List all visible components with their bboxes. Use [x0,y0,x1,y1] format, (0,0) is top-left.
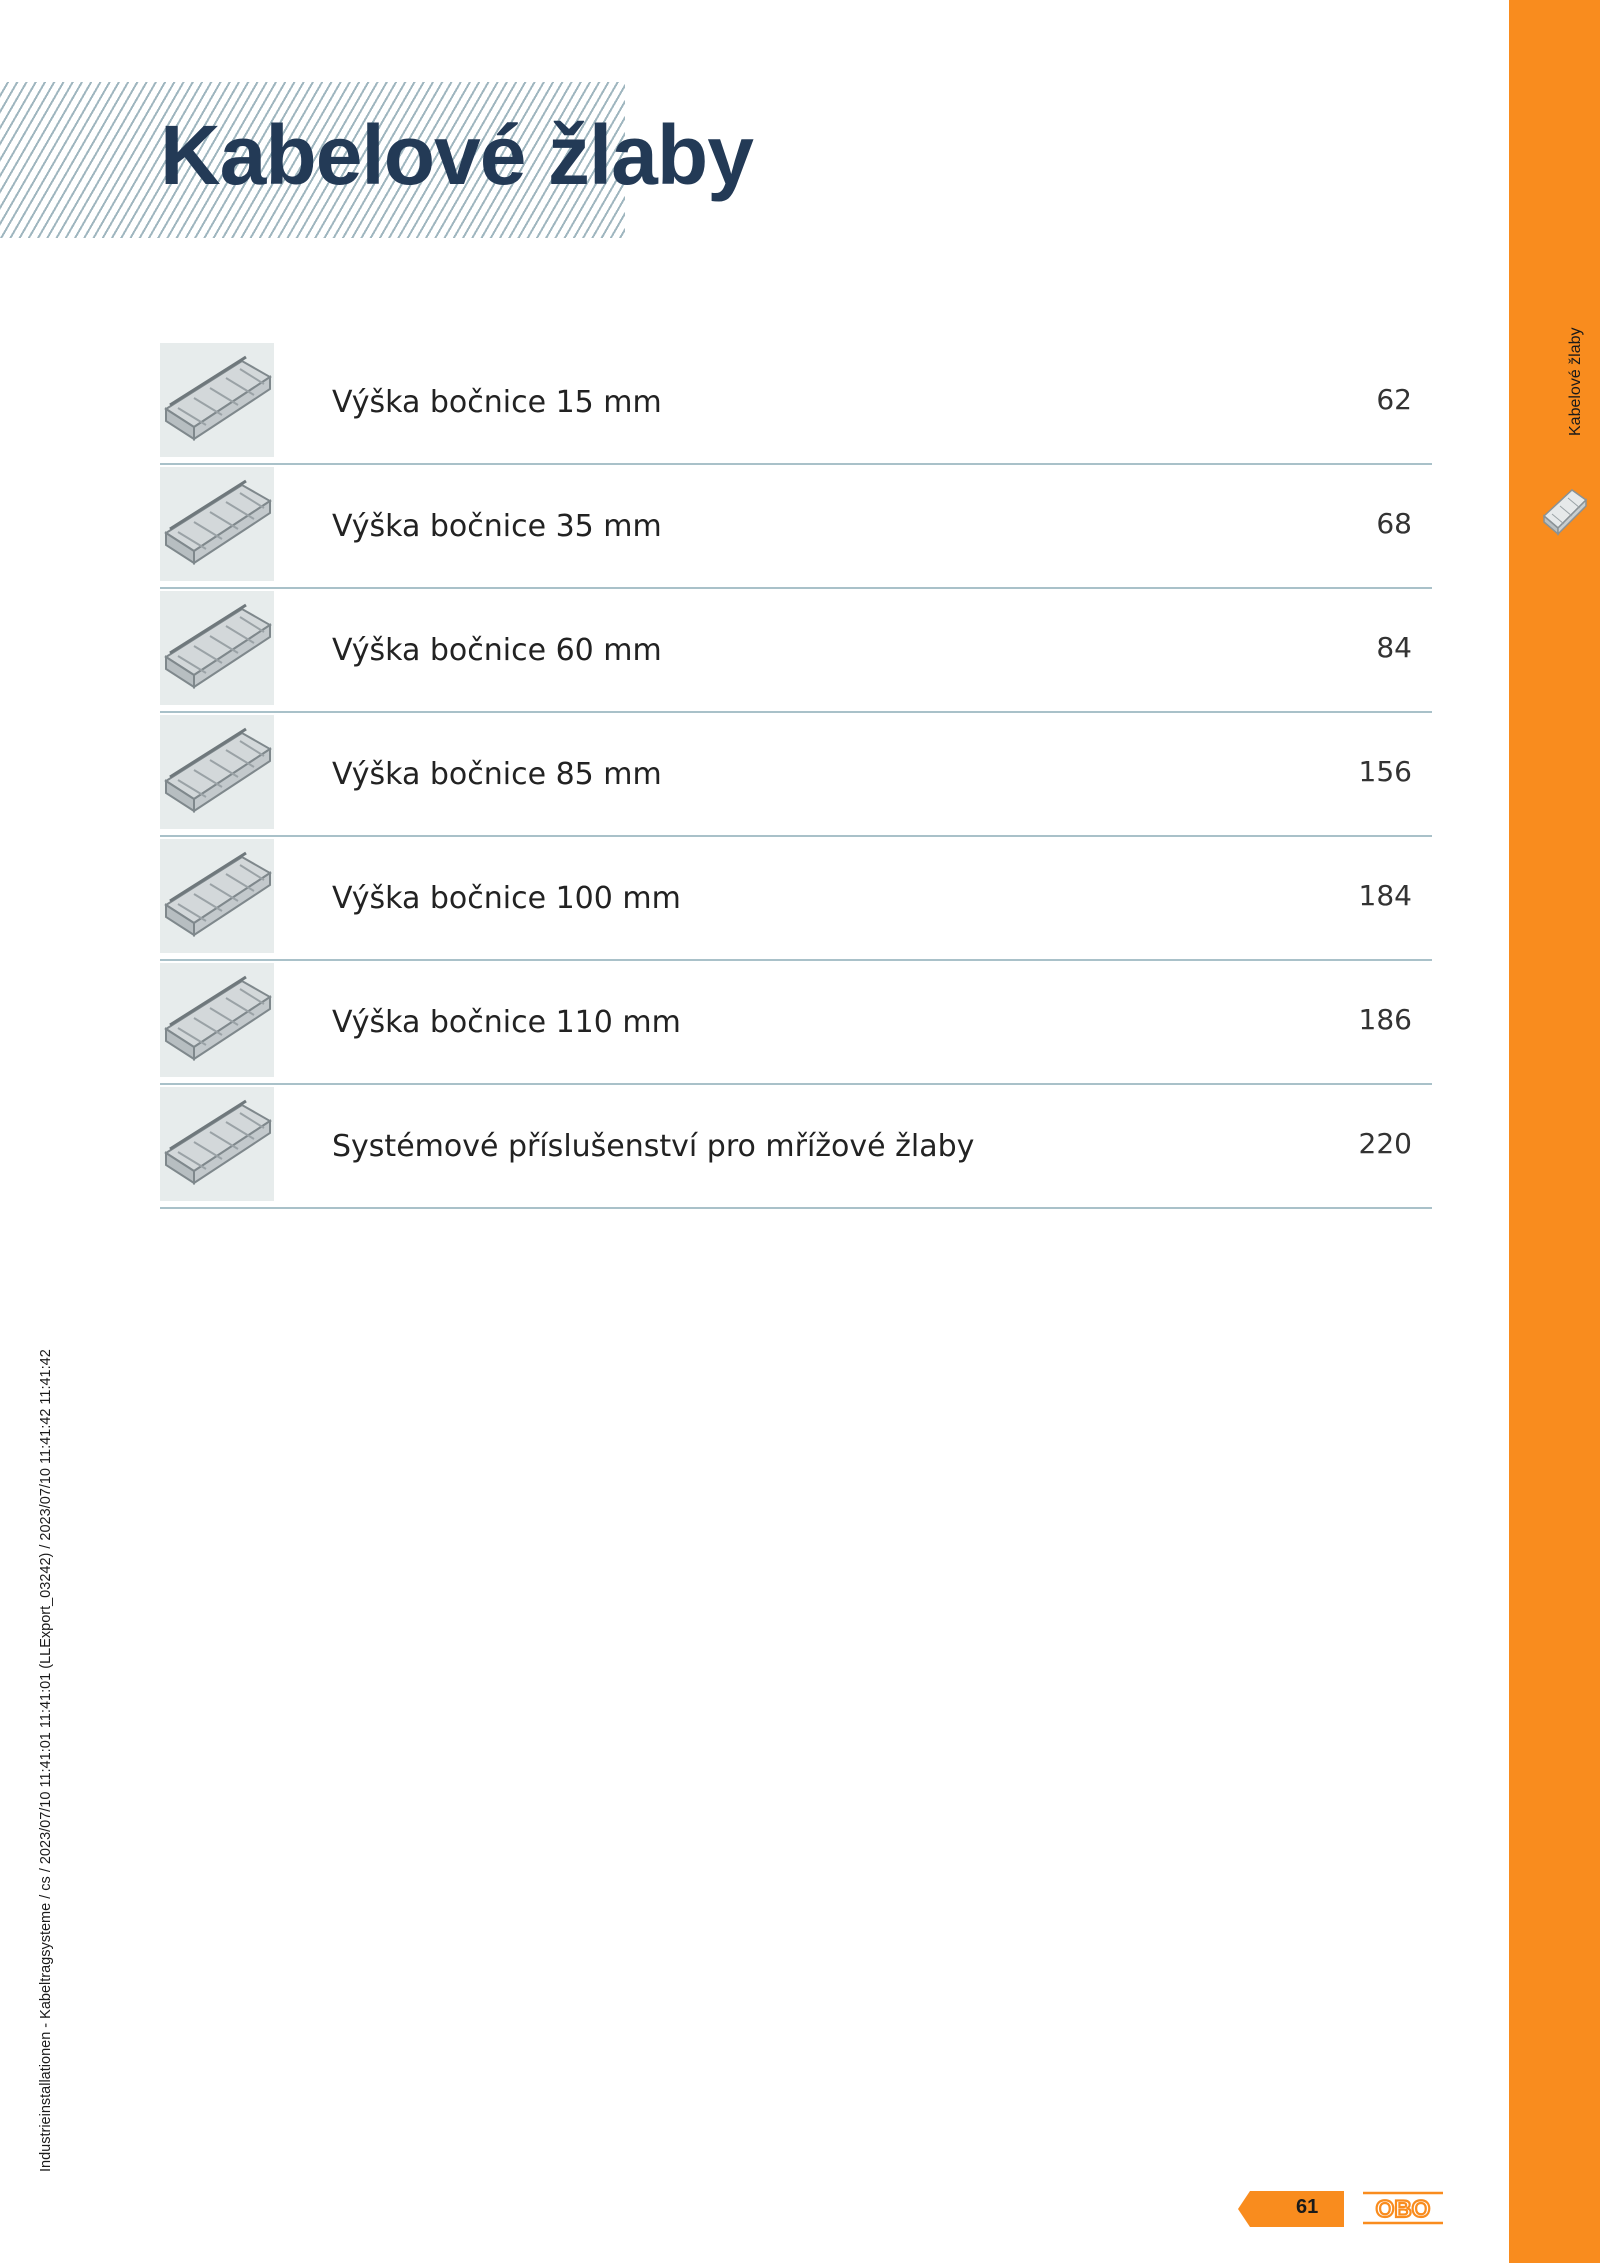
page-number: 61 [1296,2196,1319,2218]
cable-tray-icon [1542,486,1588,536]
toc-row[interactable] [160,1087,1432,1209]
cable-tray-icon [160,591,274,705]
toc-row[interactable] [160,963,1432,1085]
print-imprint: Industrieinstallationen - Kabeltragsysteme / cs / 2023/07/10 11:41:01 11:41:01 (LLExport_03242) / 2023/07/10 11:41:42 11:41:42 [38,1349,54,2172]
toc-entry-page: 156 [1358,755,1412,788]
table-of-contents [160,343,1432,1211]
toc-entry-label: Výška bočnice 85 mm [332,757,662,792]
page-number-badge [1238,2191,1344,2227]
cable-tray-icon [160,839,274,953]
toc-entry-page: 220 [1358,1127,1412,1160]
cable-tray-icon [160,963,274,1077]
cable-tray-icon [160,715,274,829]
toc-entry-label: Výška bočnice 15 mm [332,385,662,420]
toc-row[interactable] [160,715,1432,837]
page-title: Kabelové žlaby [160,108,753,202]
chapter-sidebar [1509,0,1600,2263]
toc-entry-page: 184 [1358,879,1412,912]
toc-entry-label: Výška bočnice 60 mm [332,633,662,668]
toc-entry-page: 68 [1376,507,1412,540]
cable-tray-icon [160,467,274,581]
toc-row[interactable] [160,591,1432,713]
toc-entry-page: 84 [1376,631,1412,664]
toc-entry-label: Výška bočnice 35 mm [332,509,662,544]
toc-row[interactable] [160,467,1432,589]
svg-text:OBO: OBO [1375,2196,1431,2223]
toc-row[interactable] [160,839,1432,961]
obo-logo [1363,2190,1443,2226]
chapter-tab-label[interactable]: Kabelové žlaby [1567,327,1584,436]
cable-tray-icon [160,1087,274,1201]
toc-entry-label: Výška bočnice 100 mm [332,881,681,916]
toc-entry-label: Výška bočnice 110 mm [332,1005,681,1040]
toc-entry-label: Systémové příslušenství pro mřížové žlaby [332,1129,975,1164]
cable-tray-icon [160,343,274,457]
toc-entry-page: 186 [1358,1003,1412,1036]
toc-entry-page: 62 [1376,383,1412,416]
toc-row[interactable] [160,343,1432,465]
